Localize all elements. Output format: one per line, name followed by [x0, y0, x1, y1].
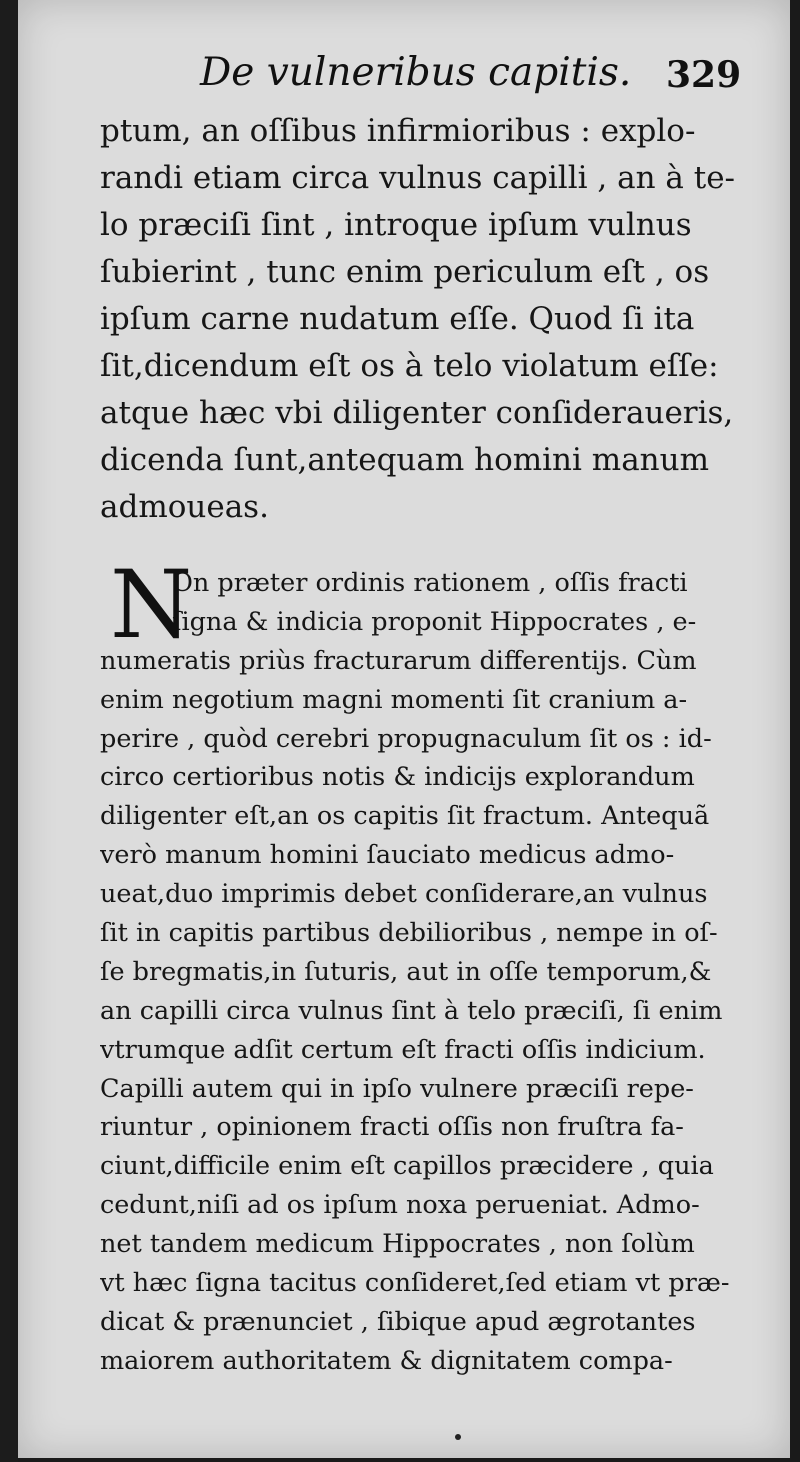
running-title: De vulneribus capitis. — [200, 50, 632, 95]
text-line: net tandem medicum Hippocrates , non ſolùm — [100, 1229, 695, 1260]
text-line: vt hæc ſigna tacitus conſideret,ſed etiam vt præ- — [100, 1268, 730, 1299]
text-line: riuntur , opinionem fracti oſſis non fruſtra fa- — [100, 1112, 684, 1143]
text-line: ſigna & indicia proponit Hippocrates , e- — [172, 606, 697, 637]
drop-cap: N — [110, 551, 193, 660]
text-line: On præter ordinis rationem , oſſis fracti — [172, 568, 688, 598]
text-line: ſit in capitis partibus debilioribus , nempe in oſ- — [100, 918, 718, 949]
page-number: 329 — [666, 54, 742, 96]
text-line: verò manum homini ſauciato medicus admo- — [100, 840, 675, 871]
ink-speck — [455, 1434, 461, 1440]
text-line: circo certioribus notis & indicijs explorandum — [100, 762, 695, 793]
text-line: Capilli autem qui in ipſo vulnere præciſi repe- — [100, 1073, 694, 1104]
text-line: lo præciſi ſint , introque ipſum vulnus — [100, 207, 692, 243]
commentary-paragraph — [100, 551, 760, 1381]
book-gutter-shadow — [0, 0, 18, 1462]
text-line: numeratis priùs fracturarum differentijs. Cùm — [100, 645, 697, 676]
text-line: ſit,dicendum eſt os à telo violatum eſſe: — [100, 348, 719, 384]
text-line: admoueas. — [100, 489, 269, 525]
book-page — [18, 0, 790, 1458]
text-line: vtrumque adſit certum eſt fracti oſſis indicium. — [100, 1034, 706, 1065]
text-line: cedunt,niſi ad os ipſum noxa perueniat. Admo- — [100, 1190, 700, 1221]
text-line: randi etiam circa vulnus capilli , an à te- — [100, 160, 736, 196]
text-line: an capilli circa vulnus ſint à telo præciſi, ſi enim — [100, 995, 723, 1026]
paragraph-continuation — [100, 108, 760, 531]
text-line: atque hæc vbi diligenter conſideraueris, — [100, 395, 734, 431]
text-line: enim negotium magni momenti ſit cranium a- — [100, 684, 688, 715]
text-line: maiorem authoritatem & dignitatem compa- — [100, 1345, 673, 1376]
text-line: ptum, an oſſibus infirmioribus : explo- — [100, 113, 696, 149]
text-line: ueat,duo imprimis debet conſiderare,an vulnus — [100, 879, 708, 910]
text-line: dicenda ſunt,antequam homini manum — [100, 442, 709, 478]
page-header — [18, 50, 790, 106]
text-line: ciunt,difficile enim eſt capillos præcidere , quia — [100, 1151, 714, 1182]
text-line: dicat & prænunciet , ſibique apud ægrotantes — [100, 1306, 696, 1337]
text-line: ipſum carne nudatum eſſe. Quod ſi ita — [100, 301, 695, 337]
text-line: diligenter eſt,an os capitis ſit fractum. Antequã — [100, 801, 710, 832]
text-line: ſubierint , tunc enim periculum eſt , os — [100, 254, 710, 290]
text-line: ſe bregmatis,in ſuturis, aut in oſſe temporum,& — [100, 956, 712, 987]
text-line: perire , quòd cerebri propugnaculum ſit os : id- — [100, 723, 712, 754]
